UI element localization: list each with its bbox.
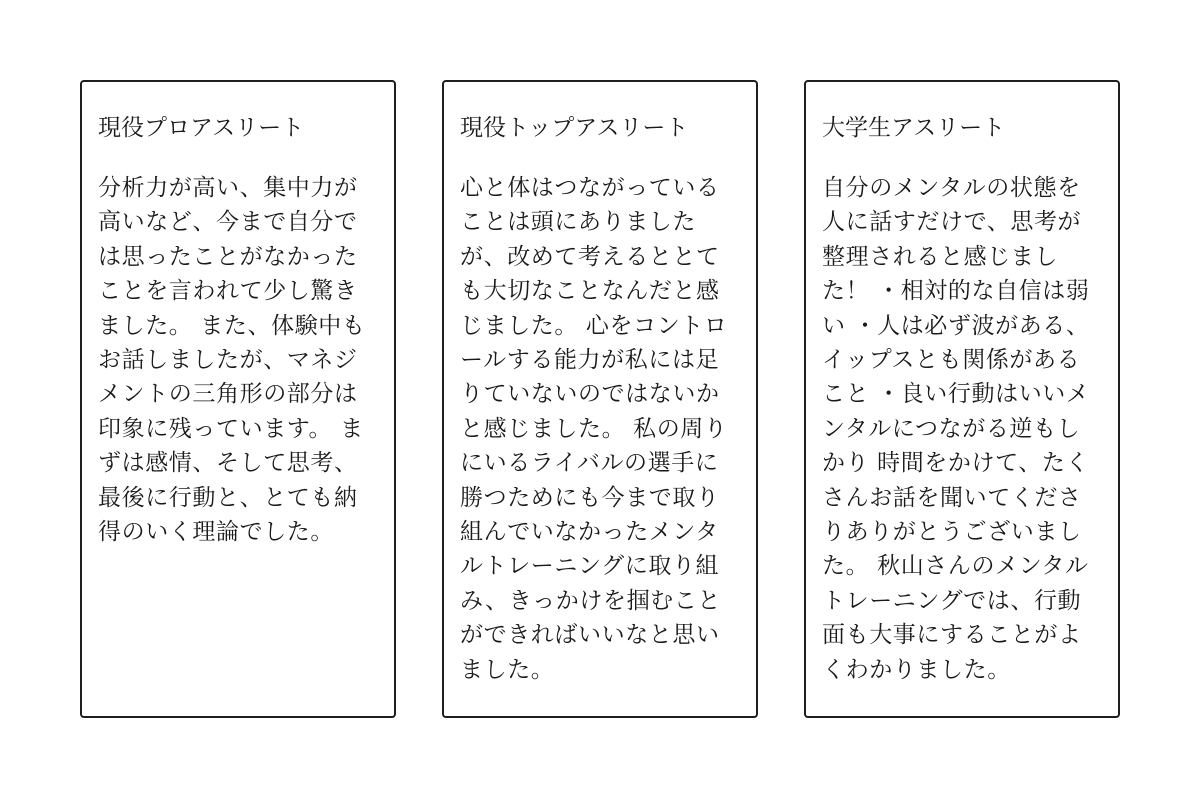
testimonial-card-pro-athlete bbox=[80, 80, 396, 718]
card-body-text: 自分のメンタルの状態を 人に話すだけで、思考が 整理されると感じまし た！ ・相対的な自信は弱 い ・人は必ず波がある、 イップスとも関係がある こと ・良い行動はいいメ ンタルにつながる逆もし かり 時間をかけて、たく さんお話を聞いてくださ りありがとうございまし た。 秋山さんのメンタル トレーニングでは、行動 面も大事にすることがよ くわかりました。 bbox=[822, 175, 1090, 683]
card-title: 現役トップアスリート bbox=[460, 115, 689, 141]
card-body-text: 分析力が高い、集中力が 高いなど、今まで自分で は思ったことがなかった ことを言われて少し驚き ました。 また、体験中も お話しましたが、マネジ メントの三角形の部分は 印象に残っています。 ま ずは感情、そして思考、 最後に行動と、とても納 得のいく理論でした。 bbox=[98, 175, 366, 546]
card-title: 現役プロアスリート bbox=[98, 115, 305, 141]
card-title: 大学生アスリート bbox=[822, 115, 1006, 141]
card-body-text: 心と体はつながっている ことは頭にありました が、改めて考えるととて も大切なことなんだと感 じました。 心をコントロ ールする能力が私には足 りていないのではないか と感じました。 私の周り にいるライバルの選手に 勝つためにも今まで取り 組んでいなかったメンタ ルトレーニングに取り組 み、きっかけを掴むこと ができればいいなと思い ました。 bbox=[460, 175, 728, 683]
testimonial-card-top-athlete bbox=[442, 80, 758, 718]
testimonial-card-university-athlete bbox=[804, 80, 1120, 718]
